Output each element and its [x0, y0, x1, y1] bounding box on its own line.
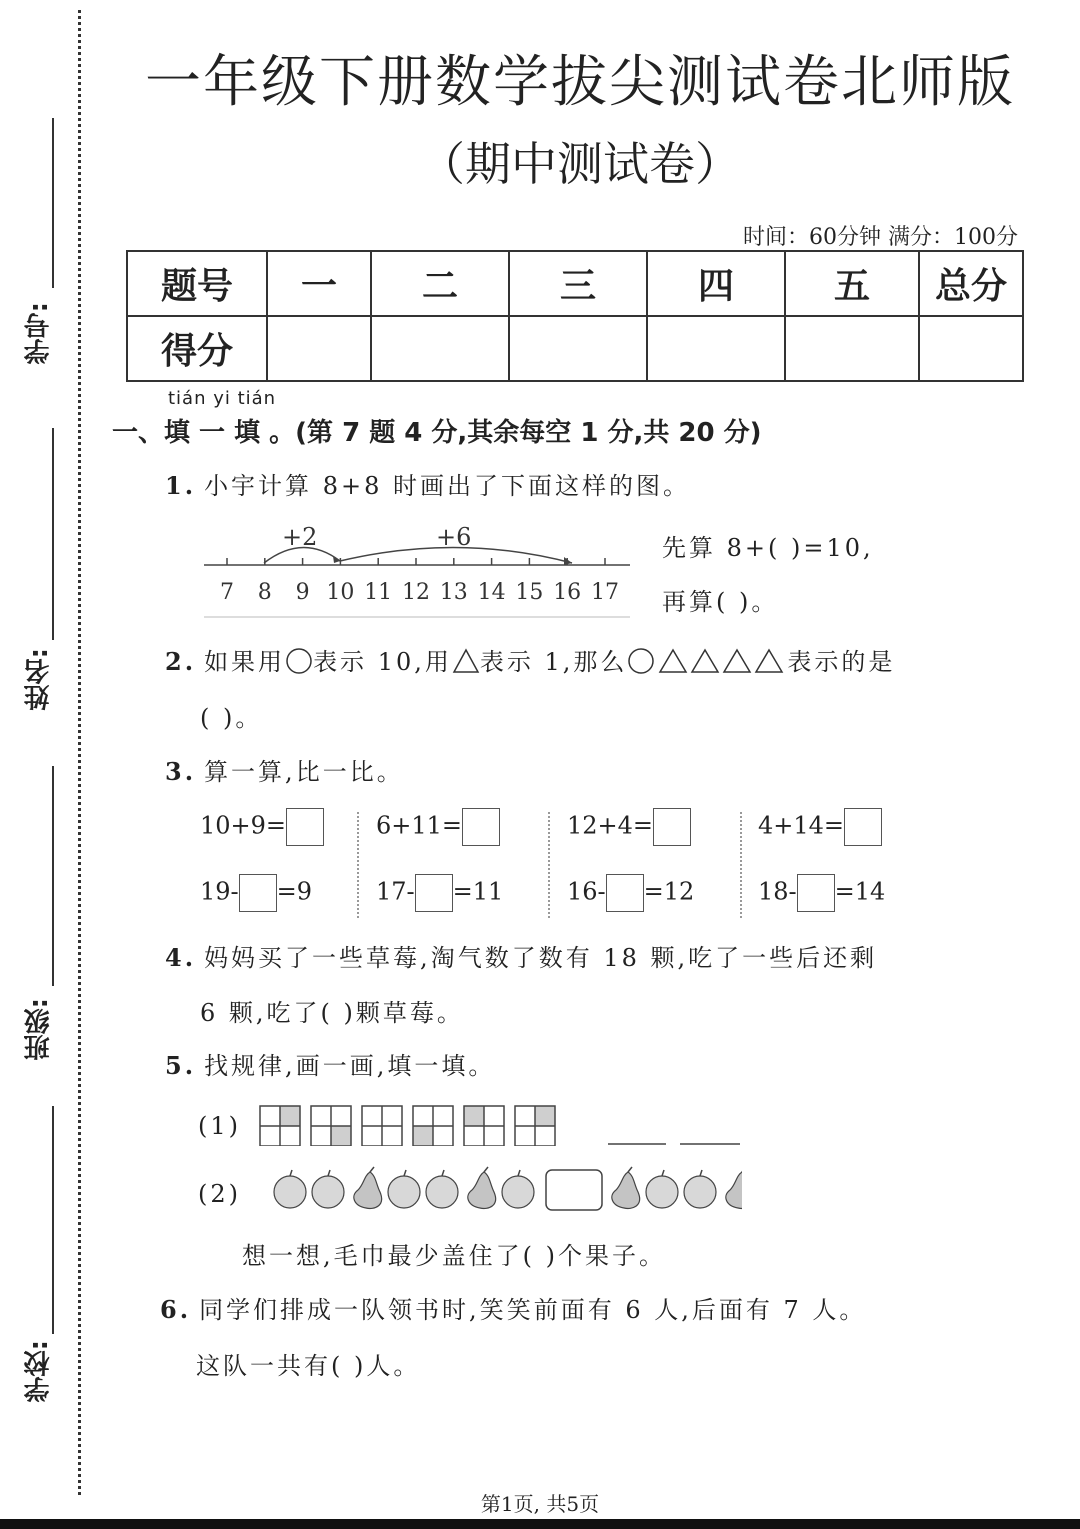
- question-number: 2.: [165, 647, 197, 676]
- answer-box[interactable]: [286, 808, 324, 846]
- calc-top-4: [758, 808, 882, 846]
- apple-icon: [646, 1170, 678, 1208]
- score-table: [126, 250, 1024, 382]
- question-number: 5.: [165, 1051, 197, 1080]
- tick-label: 15: [515, 580, 544, 605]
- score-value-row: [127, 316, 1023, 381]
- calc-bottom-4: [758, 874, 885, 912]
- question-5-prompt: 想一想,毛巾最少盖住了( )个果子。: [242, 1242, 666, 1270]
- score-blank-cell[interactable]: [509, 316, 647, 381]
- pattern-row-1: [198, 1102, 742, 1146]
- score-blank-cell[interactable]: [919, 316, 1023, 381]
- question-text: 算一算,比一比。: [204, 758, 404, 786]
- score-blank-cell[interactable]: [371, 316, 509, 381]
- score-row-label: 得分: [127, 316, 267, 381]
- question-number: 6.: [160, 1295, 192, 1324]
- tick-label: 16: [553, 580, 582, 605]
- question-text: 同学们排成一队领书时,笑笑前面有 6 人,后面有 7 人。: [199, 1296, 867, 1324]
- calc-bottom-3: [567, 874, 694, 912]
- apple-icon: [502, 1170, 534, 1208]
- question-4-line-2: 6 颗,吃了( )颗草莓。: [200, 999, 464, 1027]
- question-number: 4.: [165, 943, 197, 972]
- calc-expression: =11: [452, 877, 504, 906]
- question-text: 如果用: [204, 648, 286, 676]
- pear-icon: [353, 1167, 381, 1208]
- score-blank-cell[interactable]: [267, 316, 371, 381]
- section-title: 一、填 一 填 。(第 7 题 4 分,其余每空 1 分,共 20 分): [112, 418, 762, 448]
- calc-expression: =9: [276, 877, 313, 906]
- answer-box[interactable]: [462, 808, 500, 846]
- question-text: 表示的是: [787, 648, 896, 676]
- exam-meta: 时间：60分钟 满分：100分: [743, 225, 1018, 250]
- answer-box[interactable]: [239, 874, 277, 912]
- question-5: [165, 1046, 495, 1081]
- apple-icon: [312, 1170, 344, 1208]
- school-underline: [52, 1106, 54, 1334]
- grid-square: [260, 1106, 300, 1146]
- calc-expression: 4+14=: [758, 811, 845, 840]
- question-6-line-2: 这队一共有( )人。: [196, 1352, 421, 1380]
- circle-icon: [285, 647, 313, 675]
- section-pinyin: tián yi tián: [168, 388, 277, 409]
- answer-box[interactable]: [797, 874, 835, 912]
- calc-expression: 17-: [376, 877, 415, 906]
- calc-expression: 18-: [758, 877, 797, 906]
- score-header-cell: 题号: [127, 251, 267, 316]
- question-text: 找规律,画一画,填一填。: [204, 1052, 496, 1080]
- apple-icon: [426, 1170, 458, 1208]
- calc-expression: 19-: [200, 877, 239, 906]
- question-2: [165, 642, 895, 677]
- student-id-label: 学号:: [24, 302, 54, 365]
- part-label: (1): [198, 1112, 241, 1140]
- question-1-line-1: 先算 8+( )=10,: [662, 534, 874, 562]
- apple-icon: [274, 1170, 306, 1208]
- calc-top-2: [376, 808, 500, 846]
- question-text: 表示 10,用: [313, 648, 452, 676]
- tick-label: 14: [477, 580, 506, 605]
- apple-icon: [684, 1170, 716, 1208]
- grid-square: [464, 1106, 504, 1146]
- calc-expression: 16-: [567, 877, 606, 906]
- calc-expression: 12+4=: [567, 811, 654, 840]
- name-label: 姓名:: [24, 648, 54, 711]
- grid-square: [362, 1106, 402, 1146]
- grid-square: [311, 1106, 351, 1146]
- class-underline: [52, 766, 54, 986]
- student-id-underline: [52, 118, 54, 288]
- part-label: (2): [198, 1180, 241, 1208]
- number-line-diagram: [198, 515, 638, 625]
- tick-label: 10: [326, 580, 355, 605]
- calc-expression: =14: [834, 877, 886, 906]
- grid-square: [515, 1106, 555, 1146]
- calc-top-3: [567, 808, 691, 846]
- pattern-row-2: [198, 1166, 742, 1216]
- fruit-pattern: [252, 1166, 742, 1216]
- calc-expression: 10+9=: [200, 811, 287, 840]
- calc-bottom-2: [376, 874, 503, 912]
- tick-label: 8: [257, 580, 272, 605]
- question-3: [165, 752, 404, 787]
- jump-label: +6: [436, 523, 472, 551]
- score-header-cell: 四: [647, 251, 785, 316]
- pear-icon: [725, 1167, 741, 1208]
- bottom-edge-bar: [0, 1519, 1080, 1529]
- calc-bottom-1: [200, 874, 312, 912]
- tick-label: 17: [591, 580, 619, 605]
- column-divider: [548, 812, 550, 918]
- question-number: 3.: [165, 757, 197, 786]
- column-divider: [357, 812, 359, 918]
- answer-box[interactable]: [606, 874, 644, 912]
- score-blank-cell[interactable]: [785, 316, 919, 381]
- answer-box[interactable]: [653, 808, 691, 846]
- score-header-cell: 五: [785, 251, 919, 316]
- shape-sequence-icon: [627, 647, 787, 675]
- jump-label: +2: [282, 523, 318, 551]
- column-divider: [740, 812, 742, 918]
- score-blank-cell[interactable]: [647, 316, 785, 381]
- score-header-cell: 总分: [919, 251, 1023, 316]
- question-6: [160, 1290, 866, 1325]
- score-header-cell: 一: [267, 251, 371, 316]
- tick-label: 11: [364, 580, 393, 605]
- score-header-row: [127, 251, 1023, 316]
- name-underline: [52, 428, 54, 640]
- page-footer: 第1页, 共5页: [480, 1492, 600, 1516]
- apple-icon: [388, 1170, 420, 1208]
- triangle-icon: [452, 648, 480, 674]
- towel-icon: [546, 1170, 602, 1210]
- calc-expression: =12: [643, 877, 695, 906]
- answer-box[interactable]: [415, 874, 453, 912]
- score-header-cell: 二: [371, 251, 509, 316]
- calc-top-1: [200, 808, 324, 846]
- question-4: [165, 938, 877, 973]
- school-label: 学校:: [24, 1340, 54, 1403]
- question-text: 表示 1,那么: [479, 648, 628, 676]
- page-title: 一年级下册数学拔尖测试卷北师版: [145, 50, 1015, 115]
- square-pattern: [252, 1102, 742, 1146]
- pear-icon: [467, 1167, 495, 1208]
- binding-dotted-line: [78, 10, 81, 1495]
- arrow-head: [564, 557, 572, 565]
- class-label: 班级:: [24, 998, 54, 1061]
- question-1-line-2: 再算( )。: [662, 588, 779, 616]
- calc-expression: 6+11=: [376, 811, 463, 840]
- tick-label: 7: [220, 580, 234, 605]
- question-1: [165, 466, 690, 501]
- question-text: 妈妈买了一些草莓,淘气数了数有 18 颗,吃了一些后还剩: [204, 944, 878, 972]
- tick-label: 9: [295, 580, 310, 605]
- pear-icon: [611, 1167, 639, 1208]
- tick-label: 13: [439, 580, 468, 605]
- question-2-answer: ( )。: [200, 704, 263, 732]
- tick-label: 12: [402, 580, 430, 605]
- question-text: 小宇计算 8+8 时画出了下面这样的图。: [204, 472, 690, 500]
- page-subtitle: （期中测试卷）: [419, 137, 741, 191]
- score-header-cell: 三: [509, 251, 647, 316]
- answer-box[interactable]: [844, 808, 882, 846]
- question-number: 1.: [165, 471, 197, 500]
- grid-square: [413, 1106, 453, 1146]
